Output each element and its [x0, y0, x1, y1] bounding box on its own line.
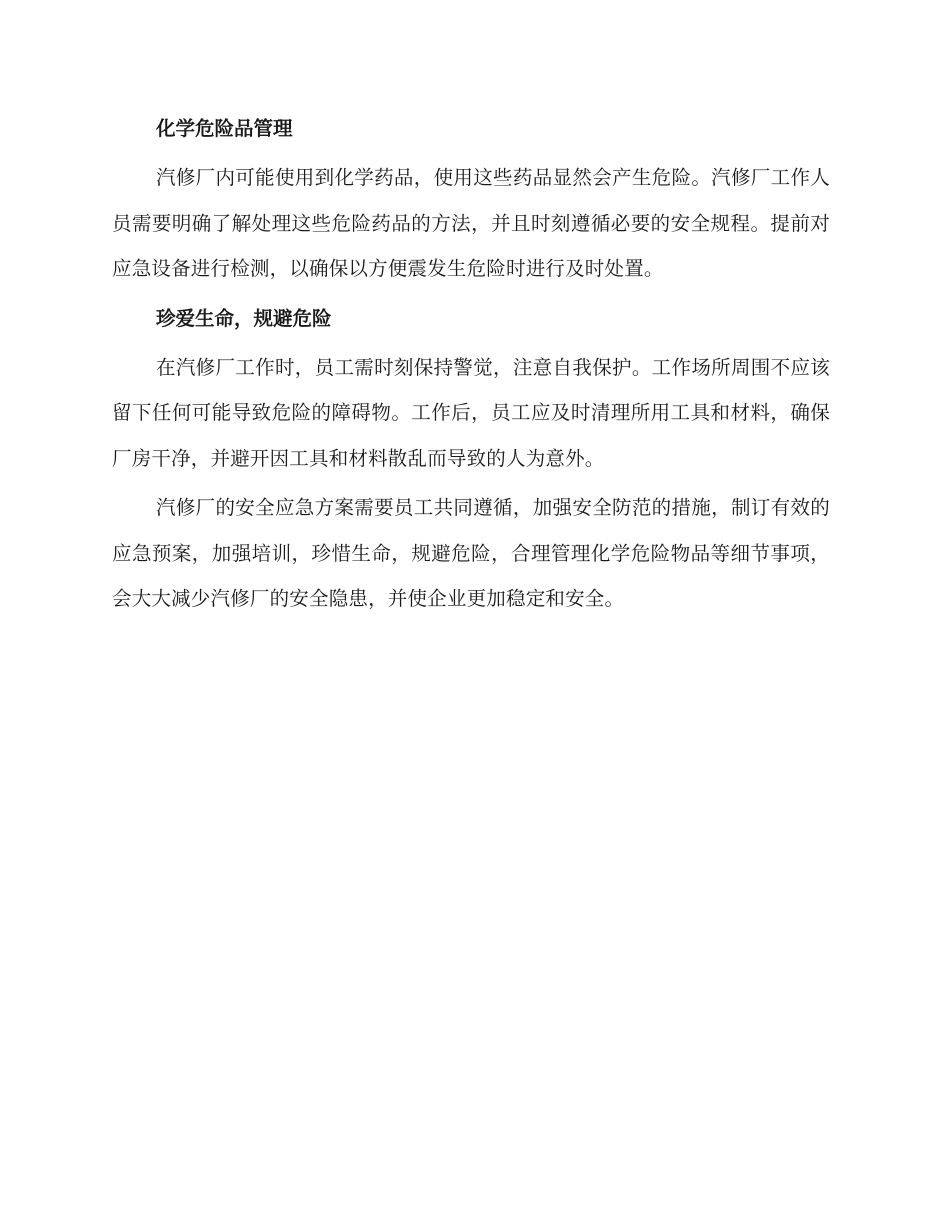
section-heading: 珍爱生命，规避危险 — [156, 306, 332, 330]
body-paragraph: 在汽修厂工作时，员工需时刻保持警觉，注意自我保护。工作场所周围不应该留下任何可能导致危险的障碍物。工作后，员工应及时清理所用工具和材料，确保厂房干净，并避开因工具和材料散乱而导致的人为意外。 — [112, 355, 830, 470]
section-cherish-life — [112, 296, 830, 622]
document-page — [112, 106, 830, 626]
section-chemical-hazards — [112, 106, 830, 292]
section-heading: 化学危险品管理 — [156, 117, 293, 140]
body-paragraph: 汽修厂的安全应急方案需要员工共同遵循，加强安全防范的措施，制订有效的应急预案，加强培训，珍惜生命，规避危险，合理管理化学危险物品等细节事项，会大大减少汽修厂的安全隐患，并使企业更加稳定和安全。 — [112, 496, 830, 610]
body-paragraph: 汽修厂内可能使用到化学药品，使用这些药品显然会产生危险。汽修厂工作人员需要明确了解处理这些危险药品的方法，并且时刻遵循必要的安全规程。提前对应急设备进行检测，以确保以方便震发生危险时进行及时处置。 — [112, 166, 830, 280]
